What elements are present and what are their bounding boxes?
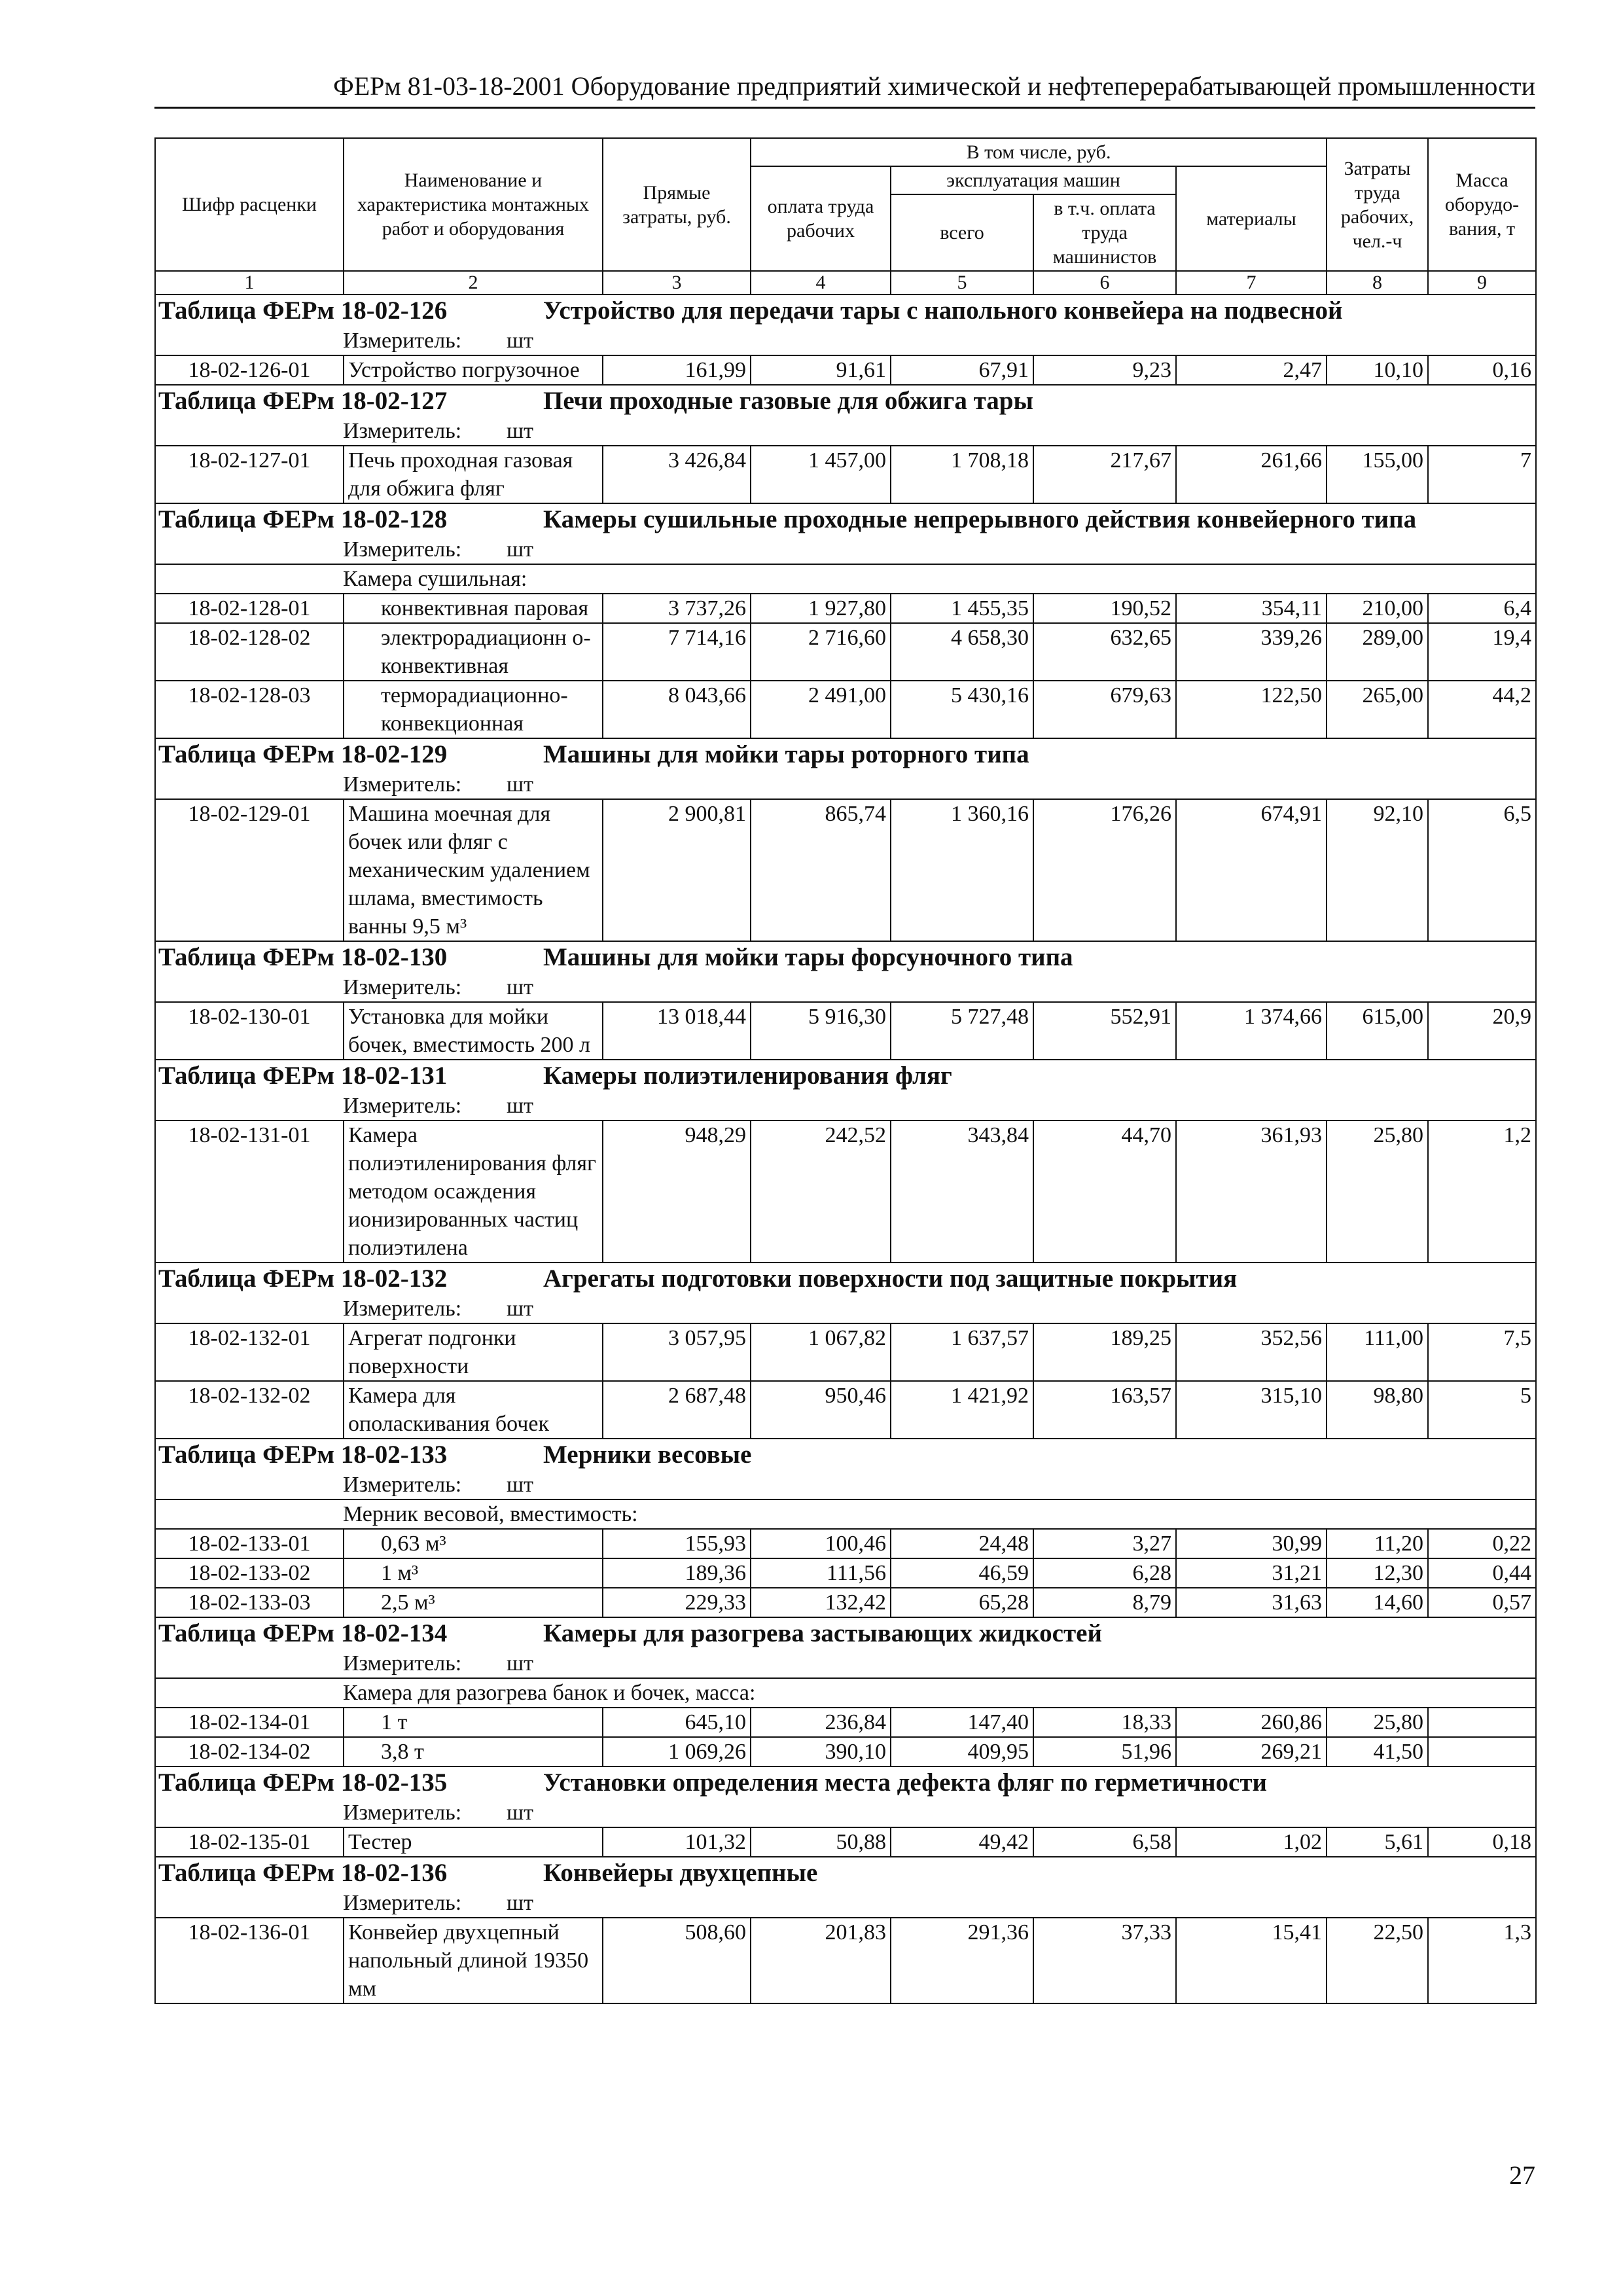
equipment-mass: 6,5: [1428, 799, 1536, 941]
col-number: 8: [1327, 271, 1428, 295]
col-number: 5: [891, 271, 1033, 295]
labor: 25,80: [1327, 1708, 1428, 1737]
materials: 354,11: [1176, 594, 1327, 623]
work-name: Машина моечная для бочек или фляг с механическим удалением шлама, вместимость ванны 9,5 м³: [344, 799, 603, 941]
table-id: Таблица ФЕРм 18-02-132: [158, 1265, 448, 1293]
machinist-wages: 176,26: [1033, 799, 1176, 941]
materials: 315,10: [1176, 1381, 1327, 1439]
measure-row: [155, 1092, 1536, 1121]
rate-code: 18-02-128-03: [155, 681, 344, 738]
measure-unit: шт: [507, 1891, 534, 1915]
machinist-wages: 552,91: [1033, 1002, 1176, 1060]
materials: 261,66: [1176, 446, 1327, 503]
work-name: Установка для мойки бочек, вместимость 200 л: [344, 1002, 603, 1060]
materials: 15,41: [1176, 1918, 1327, 2003]
rate-code: 18-02-134-01: [155, 1708, 344, 1737]
work-name: 2,5 м³: [344, 1588, 603, 1617]
labor: 289,00: [1327, 623, 1428, 681]
machines-total: 67,91: [891, 355, 1033, 385]
col-mass-header: Масса оборудо-вания, т: [1428, 138, 1536, 271]
col-number: 3: [603, 271, 751, 295]
table-title-cell: [155, 941, 1536, 973]
rate-code: 18-02-127-01: [155, 446, 344, 503]
direct-cost: 161,99: [603, 355, 751, 385]
table-title-row: [155, 1263, 1536, 1295]
materials: 269,21: [1176, 1737, 1327, 1767]
measure-cell: [155, 973, 1536, 1002]
materials: 31,21: [1176, 1558, 1327, 1588]
work-name: 3,8 т: [344, 1737, 603, 1767]
wages: 1 457,00: [751, 446, 891, 503]
machines-total: 409,95: [891, 1737, 1033, 1767]
price-table: [154, 137, 1537, 2004]
group-label: Камера для разогрева банок и бочек, масса:: [155, 1678, 1536, 1708]
rate-code: 18-02-129-01: [155, 799, 344, 941]
col-incl-header: В том числе, руб.: [751, 138, 1327, 166]
measure-row: [155, 417, 1536, 446]
table-title-cell: [155, 385, 1536, 417]
machinist-wages: 6,28: [1033, 1558, 1176, 1588]
equipment-mass: 7,5: [1428, 1323, 1536, 1381]
materials: 339,26: [1176, 623, 1327, 681]
work-name: конвективная паровая: [344, 594, 603, 623]
measure-cell: [155, 770, 1536, 799]
wages: 50,88: [751, 1827, 891, 1857]
equipment-mass: 44,2: [1428, 681, 1536, 738]
machinist-wages: 18,33: [1033, 1708, 1176, 1737]
rate-code: 18-02-132-01: [155, 1323, 344, 1381]
table-title-row: [155, 1617, 1536, 1649]
table-title-cell: [155, 1857, 1536, 1889]
machinist-wages: 679,63: [1033, 681, 1176, 738]
machinist-wages: 6,58: [1033, 1827, 1176, 1857]
table-title-cell: [155, 503, 1536, 535]
table-row: [155, 1002, 1536, 1060]
direct-cost: 8 043,66: [603, 681, 751, 738]
measure-unit: шт: [507, 329, 534, 353]
table-row: [155, 1323, 1536, 1381]
labor: 12,30: [1327, 1558, 1428, 1588]
measure-label: Измеритель:: [343, 1094, 462, 1118]
direct-cost: 2 687,48: [603, 1381, 751, 1439]
materials: 1 374,66: [1176, 1002, 1327, 1060]
machinist-wages: 163,57: [1033, 1381, 1176, 1439]
direct-cost: 2 900,81: [603, 799, 751, 941]
labor: 5,61: [1327, 1827, 1428, 1857]
machines-total: 1 421,92: [891, 1381, 1033, 1439]
labor: 111,00: [1327, 1323, 1428, 1381]
measure-unit: шт: [507, 537, 534, 562]
measure-unit: шт: [507, 1651, 534, 1676]
rate-code: 18-02-134-02: [155, 1737, 344, 1767]
group-label: Камера сушильная:: [155, 564, 1536, 594]
col-number: 7: [1176, 271, 1327, 295]
wages: 242,52: [751, 1121, 891, 1263]
table-row: [155, 1381, 1536, 1439]
machines-total: 46,59: [891, 1558, 1033, 1588]
table-title: Камеры полиэтиленирования фляг: [543, 1062, 952, 1090]
machines-total: 5 727,48: [891, 1002, 1033, 1060]
work-name: Агрегат подгонки поверхности: [344, 1323, 603, 1381]
equipment-mass: 5: [1428, 1381, 1536, 1439]
table-title-row: [155, 1060, 1536, 1092]
measure-label: Измеритель:: [343, 419, 462, 443]
machinist-wages: 189,25: [1033, 1323, 1176, 1381]
table-title-cell: [155, 1060, 1536, 1092]
wages: 91,61: [751, 355, 891, 385]
measure-label: Измеритель:: [343, 537, 462, 562]
machinist-wages: 44,70: [1033, 1121, 1176, 1263]
table-title: Камеры сушильные проходные непрерывного действия конвейерного типа: [543, 505, 1417, 533]
wages: 950,46: [751, 1381, 891, 1439]
measure-label: Измеритель:: [343, 1891, 462, 1915]
direct-cost: 155,93: [603, 1529, 751, 1558]
table-row: [155, 1708, 1536, 1737]
table-id: Таблица ФЕРм 18-02-135: [158, 1768, 448, 1797]
measure-label: Измеритель:: [343, 329, 462, 353]
col-name-header: Наименование и характеристика монтажных работ и оборудования: [344, 138, 603, 271]
equipment-mass: 0,44: [1428, 1558, 1536, 1588]
measure-label: Измеритель:: [343, 772, 462, 797]
direct-cost: 13 018,44: [603, 1002, 751, 1060]
group-row: [155, 1678, 1536, 1708]
equipment-mass: [1428, 1708, 1536, 1737]
wages: 390,10: [751, 1737, 891, 1767]
measure-cell: [155, 327, 1536, 355]
measure-cell: [155, 1295, 1536, 1323]
direct-cost: 3 426,84: [603, 446, 751, 503]
col-direct-header: Прямые затраты, руб.: [603, 138, 751, 271]
equipment-mass: 7: [1428, 446, 1536, 503]
col-code-header: Шифр расценки: [155, 138, 344, 271]
labor: 615,00: [1327, 1002, 1428, 1060]
measure-cell: [155, 1889, 1536, 1918]
table-id: Таблица ФЕРм 18-02-133: [158, 1441, 448, 1469]
machinist-wages: 3,27: [1033, 1529, 1176, 1558]
col-wages-header: оплата труда рабочих: [751, 166, 891, 271]
materials: 30,99: [1176, 1529, 1327, 1558]
labor: 155,00: [1327, 446, 1428, 503]
machines-total: 343,84: [891, 1121, 1033, 1263]
column-numbers-row: [155, 271, 1536, 295]
table-title: Агрегаты подготовки поверхности под защитные покрытия: [543, 1265, 1238, 1293]
table-title: Мерники весовые: [543, 1441, 752, 1469]
table-title-cell: [155, 1263, 1536, 1295]
col-total-header: всего: [891, 194, 1033, 271]
rate-code: 18-02-133-01: [155, 1529, 344, 1558]
equipment-mass: 19,4: [1428, 623, 1536, 681]
table-id: Таблица ФЕРм 18-02-134: [158, 1619, 448, 1647]
machines-total: 1 708,18: [891, 446, 1033, 503]
work-name: Печь проходная газовая для обжига фляг: [344, 446, 603, 503]
measure-label: Измеритель:: [343, 1651, 462, 1676]
rate-code: 18-02-126-01: [155, 355, 344, 385]
wages: 1 927,80: [751, 594, 891, 623]
rate-code: 18-02-132-02: [155, 1381, 344, 1439]
labor: 11,20: [1327, 1529, 1428, 1558]
wages: 2 716,60: [751, 623, 891, 681]
wages: 236,84: [751, 1708, 891, 1737]
measure-label: Измеритель:: [343, 1297, 462, 1321]
measure-unit: шт: [507, 1801, 534, 1825]
direct-cost: 1 069,26: [603, 1737, 751, 1767]
labor: 98,80: [1327, 1381, 1428, 1439]
wages: 2 491,00: [751, 681, 891, 738]
measure-cell: [155, 1092, 1536, 1121]
machinist-wages: 9,23: [1033, 355, 1176, 385]
table-row: [155, 623, 1536, 681]
col-number: 2: [344, 271, 603, 295]
table-title-row: [155, 385, 1536, 417]
table-row: [155, 799, 1536, 941]
materials: 122,50: [1176, 681, 1327, 738]
wages: 100,46: [751, 1529, 891, 1558]
work-name: электрорадиационн о-конвективная: [344, 623, 603, 681]
table-row: [155, 1737, 1536, 1767]
machines-total: 4 658,30: [891, 623, 1033, 681]
machines-total: 5 430,16: [891, 681, 1033, 738]
machinist-wages: 8,79: [1033, 1588, 1176, 1617]
measure-unit: шт: [507, 1094, 534, 1118]
measure-row: [155, 535, 1536, 564]
rate-code: 18-02-130-01: [155, 1002, 344, 1060]
measure-cell: [155, 417, 1536, 446]
machinist-wages: 190,52: [1033, 594, 1176, 623]
measure-cell: [155, 1471, 1536, 1499]
work-name: Тестер: [344, 1827, 603, 1857]
machines-total: 1 360,16: [891, 799, 1033, 941]
wages: 132,42: [751, 1588, 891, 1617]
table-id: Таблица ФЕРм 18-02-127: [158, 387, 448, 415]
col-number: 9: [1428, 271, 1536, 295]
table-row: [155, 1121, 1536, 1263]
col-number: 1: [155, 271, 344, 295]
work-name: Камера для ополаскивания бочек: [344, 1381, 603, 1439]
materials: 1,02: [1176, 1827, 1327, 1857]
measure-row: [155, 1799, 1536, 1827]
rate-code: 18-02-136-01: [155, 1918, 344, 2003]
labor: 22,50: [1327, 1918, 1428, 2003]
measure-unit: шт: [507, 419, 534, 443]
table-title: Камеры для разогрева застывающих жидкостей: [543, 1619, 1102, 1647]
table-title-row: [155, 503, 1536, 535]
table-title-row: [155, 738, 1536, 770]
direct-cost: 101,32: [603, 1827, 751, 1857]
machinist-wages: 51,96: [1033, 1737, 1176, 1767]
page-number: 27: [1509, 2161, 1535, 2190]
table-title-row: [155, 295, 1536, 327]
measure-row: [155, 1649, 1536, 1678]
measure-unit: шт: [507, 1297, 534, 1321]
machines-total: 1 455,35: [891, 594, 1033, 623]
table-title: Машины для мойки тары форсуночного типа: [543, 943, 1073, 971]
equipment-mass: [1428, 1737, 1536, 1767]
col-machines-header: эксплуатация машин: [891, 166, 1176, 194]
table-row: [155, 594, 1536, 623]
materials: 352,56: [1176, 1323, 1327, 1381]
group-row: [155, 1499, 1536, 1529]
table-row: [155, 1529, 1536, 1558]
measure-row: [155, 327, 1536, 355]
machines-total: 1 637,57: [891, 1323, 1033, 1381]
table-title: Конвейеры двухцепные: [543, 1859, 818, 1887]
wages: 111,56: [751, 1558, 891, 1588]
table-title-cell: [155, 1617, 1536, 1649]
table-id: Таблица ФЕРм 18-02-129: [158, 740, 448, 768]
table-row: [155, 1558, 1536, 1588]
table-id: Таблица ФЕРм 18-02-130: [158, 943, 448, 971]
direct-cost: 645,10: [603, 1708, 751, 1737]
work-name: Камера полиэтиленирования фляг методом осаждения ионизированных частиц полиэтилена: [344, 1121, 603, 1263]
table-title: Машины для мойки тары роторного типа: [543, 740, 1029, 768]
col-number: 6: [1033, 271, 1176, 295]
direct-cost: 508,60: [603, 1918, 751, 2003]
work-name: Устройство погрузочное: [344, 355, 603, 385]
table-title-row: [155, 941, 1536, 973]
measure-row: [155, 770, 1536, 799]
wages: 5 916,30: [751, 1002, 891, 1060]
group-row: [155, 564, 1536, 594]
table-row: [155, 681, 1536, 738]
equipment-mass: 20,9: [1428, 1002, 1536, 1060]
labor: 265,00: [1327, 681, 1428, 738]
labor: 10,10: [1327, 355, 1428, 385]
direct-cost: 7 714,16: [603, 623, 751, 681]
machines-total: 291,36: [891, 1918, 1033, 2003]
table-title-row: [155, 1767, 1536, 1799]
table-row: [155, 1827, 1536, 1857]
work-name: Конвейер двухцепный напольный длиной 19350 мм: [344, 1918, 603, 2003]
equipment-mass: 0,18: [1428, 1827, 1536, 1857]
measure-unit: шт: [507, 1473, 534, 1497]
materials: 674,91: [1176, 799, 1327, 941]
running-header: ФЕРм 81-03-18-2001 Оборудование предприятий химической и нефтеперерабатывающей промышленности: [154, 71, 1535, 109]
measure-cell: [155, 1799, 1536, 1827]
machinist-wages: 217,67: [1033, 446, 1176, 503]
materials: 31,63: [1176, 1588, 1327, 1617]
table-title-cell: [155, 738, 1536, 770]
table-row: [155, 1588, 1536, 1617]
materials: 2,47: [1176, 355, 1327, 385]
equipment-mass: 1,3: [1428, 1918, 1536, 2003]
col-number: 4: [751, 271, 891, 295]
machines-total: 147,40: [891, 1708, 1033, 1737]
direct-cost: 3 057,95: [603, 1323, 751, 1381]
work-name: терморадиационно-конвекционная: [344, 681, 603, 738]
rate-code: 18-02-131-01: [155, 1121, 344, 1263]
table-id: Таблица ФЕРм 18-02-136: [158, 1859, 448, 1887]
work-name: 1 т: [344, 1708, 603, 1737]
labor: 14,60: [1327, 1588, 1428, 1617]
measure-label: Измеритель:: [343, 1801, 462, 1825]
col-incl-wages-header: в т.ч. оплата труда машинистов: [1033, 194, 1176, 271]
wages: 201,83: [751, 1918, 891, 2003]
work-name: 1 м³: [344, 1558, 603, 1588]
wages: 1 067,82: [751, 1323, 891, 1381]
equipment-mass: 0,57: [1428, 1588, 1536, 1617]
rate-code: 18-02-128-01: [155, 594, 344, 623]
work-name: 0,63 м³: [344, 1529, 603, 1558]
rate-code: 18-02-133-03: [155, 1588, 344, 1617]
measure-row: [155, 1295, 1536, 1323]
group-label: Мерник весовой, вместимость:: [155, 1499, 1536, 1529]
table-id: Таблица ФЕРм 18-02-128: [158, 505, 448, 533]
labor: 25,80: [1327, 1121, 1428, 1263]
machines-total: 24,48: [891, 1529, 1033, 1558]
col-labor-header: Затраты труда рабочих, чел.-ч: [1327, 138, 1428, 271]
measure-row: [155, 973, 1536, 1002]
col-materials-header: материалы: [1176, 166, 1327, 271]
machinist-wages: 632,65: [1033, 623, 1176, 681]
measure-row: [155, 1471, 1536, 1499]
table-row: [155, 446, 1536, 503]
table-id: Таблица ФЕРм 18-02-131: [158, 1062, 448, 1090]
measure-cell: [155, 1649, 1536, 1678]
machines-total: 65,28: [891, 1588, 1033, 1617]
table-row: [155, 355, 1536, 385]
rate-code: 18-02-128-02: [155, 623, 344, 681]
table-title-row: [155, 1857, 1536, 1889]
labor: 210,00: [1327, 594, 1428, 623]
wages: 865,74: [751, 799, 891, 941]
machines-total: 49,42: [891, 1827, 1033, 1857]
measure-cell: [155, 535, 1536, 564]
equipment-mass: 6,4: [1428, 594, 1536, 623]
labor: 41,50: [1327, 1737, 1428, 1767]
equipment-mass: 1,2: [1428, 1121, 1536, 1263]
equipment-mass: 0,22: [1428, 1529, 1536, 1558]
direct-cost: 3 737,26: [603, 594, 751, 623]
table-title: Установки определения места дефекта фляг по герметичности: [543, 1768, 1267, 1797]
table-title-row: [155, 1439, 1536, 1471]
table-title-cell: [155, 1767, 1536, 1799]
table-title-cell: [155, 1439, 1536, 1471]
rate-code: 18-02-135-01: [155, 1827, 344, 1857]
direct-cost: 229,33: [603, 1588, 751, 1617]
materials: 260,86: [1176, 1708, 1327, 1737]
table-title-cell: [155, 295, 1536, 327]
labor: 92,10: [1327, 799, 1428, 941]
measure-row: [155, 1889, 1536, 1918]
rate-code: 18-02-133-02: [155, 1558, 344, 1588]
machinist-wages: 37,33: [1033, 1918, 1176, 2003]
direct-cost: 948,29: [603, 1121, 751, 1263]
measure-label: Измеритель:: [343, 1473, 462, 1497]
equipment-mass: 0,16: [1428, 355, 1536, 385]
table-id: Таблица ФЕРм 18-02-126: [158, 296, 448, 325]
measure-label: Измеритель:: [343, 975, 462, 999]
materials: 361,93: [1176, 1121, 1327, 1263]
measure-unit: шт: [507, 975, 534, 999]
direct-cost: 189,36: [603, 1558, 751, 1588]
table-title: Печи проходные газовые для обжига тары: [543, 387, 1033, 415]
measure-unit: шт: [507, 772, 534, 797]
table-row: [155, 1918, 1536, 2003]
table-title: Устройство для передачи тары с напольного конвейера на подвесной: [543, 296, 1343, 325]
